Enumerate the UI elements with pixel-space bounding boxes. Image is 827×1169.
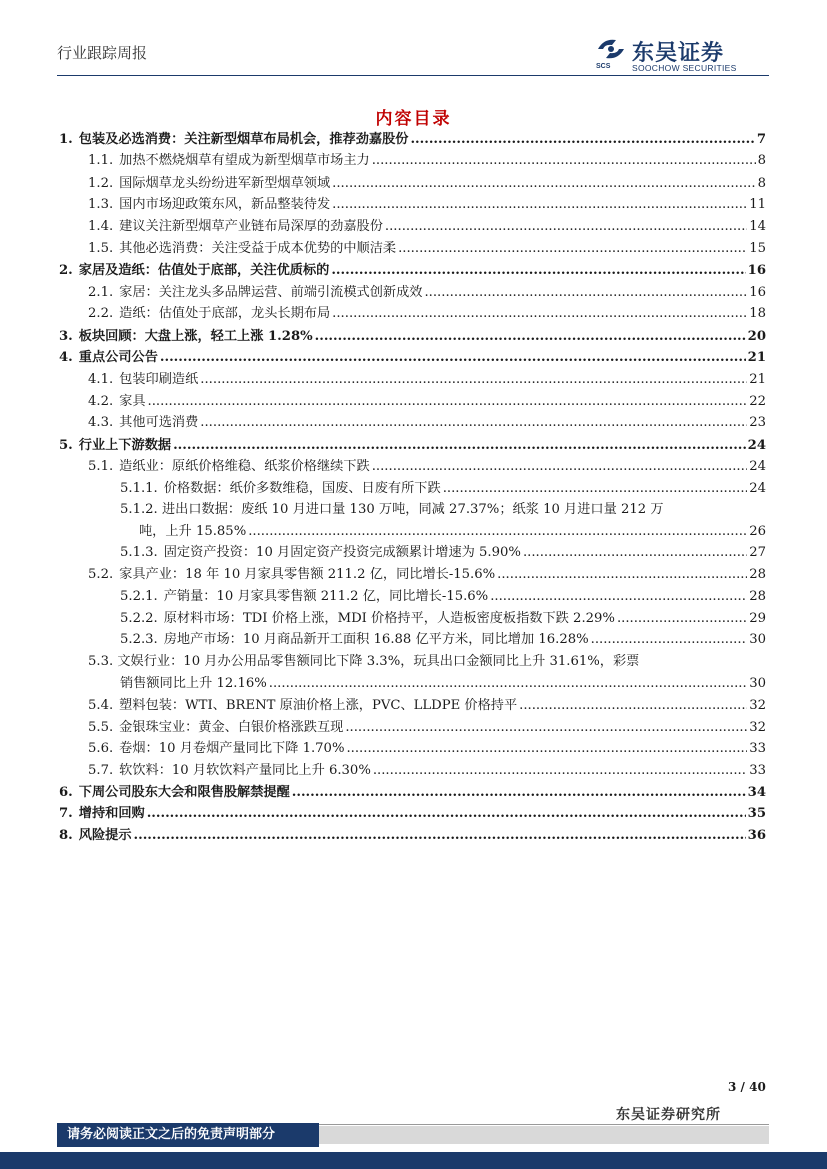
toc-entry[interactable]: 4. 重点公司公告 ..... 21 (59, 348, 766, 367)
toc-entry[interactable]: 1.5. 其他必选消费：关注受益于成本优势的中顺洁柔 ..... 15 (88, 239, 766, 258)
toc-entry[interactable]: 5.1.1. 价格数据：纸价多数维稳，国废、日废有所下跌 ..... 24 (120, 479, 766, 498)
toc-entry-first-line[interactable]: 5.3. 文娱行业：10 月办公用品零售额同比下降 3.3%，玩具出口金额同比上升 31.61%，彩票 (88, 654, 640, 669)
toc-entry[interactable]: 5. 行业上下游数据 ..... 24 (59, 436, 766, 455)
toc-entry[interactable]: 1.4. 建议关注新型烟草产业链布局深厚的劲嘉股份 ..... 14 (88, 217, 766, 236)
toc-entry[interactable]: 8. 风险提示 ..... 36 (59, 826, 766, 845)
toc-entry[interactable]: 5.1. 造纸业：原纸价格维稳、纸浆价格继续下跌 ..... 24 (88, 457, 766, 476)
toc-entry[interactable]: 1.3. 国内市场迎政策东风，新品整装待发 ..... 11 (88, 195, 766, 214)
company-logo (594, 36, 774, 72)
toc-title: 内容目录 (375, 109, 452, 129)
toc-entry[interactable]: 5.2.1. 产销量：10 月家具零售额 211.2 亿，同比增长-15.6% ..... 28 (120, 587, 766, 606)
toc-entry[interactable]: 5.1.3. 固定资产投资：10 月固定资产投资完成额累计增速为 5.90% ..... 27 (120, 543, 766, 562)
toc-entry[interactable]: 5.2. 家具产业：18 年 10 月家具零售额 211.2 亿，同比增长-15.6% ..... 28 (88, 565, 766, 584)
scs-logo-icon (594, 36, 628, 62)
report-type-label: 行业跟踪周报 (57, 44, 148, 62)
toc-entry[interactable]: 4.2. 家具 ..... 22 (88, 392, 766, 411)
toc-entry[interactable]: 2. 家居及造纸：估值处于底部，关注优质标的 ..... 16 (59, 261, 766, 280)
logo-abbr: SCS (596, 63, 611, 70)
toc-entry[interactable]: 1.1. 加热不燃烧烟草有望成为新型烟草市场主力 ..... 8 (88, 151, 766, 170)
toc-entry[interactable]: 4.1. 包装印刷造纸 ..... 21 (88, 370, 766, 389)
toc-entry[interactable]: 2.1. 家居：关注龙头多品牌运营、前端引流模式创新成效 ..... 16 (88, 283, 766, 302)
page-indicator: 3 / 40 (728, 1080, 766, 1094)
toc-entry[interactable]: 5.7. 软饮料：10 月软饮料产量同比上升 6.30% ..... 33 (88, 761, 766, 780)
toc-entry[interactable]: 1. 包装及必选消费：关注新型烟草布局机会，推荐劲嘉股份 ..... 7 (59, 130, 766, 149)
toc-entry[interactable]: 5.4. 塑料包装：WTI、BRENT 原油价格上涨，PVC、LLDPE 价格持平 ..... 32 (88, 696, 766, 715)
toc-entry[interactable]: 5.2.2. 原材料市场：TDI 价格上涨，MDI 价格持平，人造板密度板指数下跌 2.29% ..... 29 (120, 609, 766, 628)
toc-entry[interactable]: 1.2. 国际烟草龙头纷纷进军新型烟草领域 ..... 8 (88, 174, 766, 193)
header-divider (57, 75, 769, 76)
toc-entry[interactable]: 吨，上升 15.85% ..... 26 (139, 522, 766, 541)
toc-entry[interactable]: 4.3. 其他可选消费 ..... 23 (88, 413, 766, 432)
toc-entry-first-line[interactable]: 5.1.2. 进出口数据：废纸 10 月进口量 130 万吨，同减 27.37%；纸浆 10 月进口量 212 万 (120, 502, 664, 517)
toc-entry[interactable]: 5.6. 卷烟：10 月卷烟产量同比下降 1.70% ..... 33 (88, 739, 766, 758)
logo-chinese-name: 东吴证券 (632, 41, 725, 66)
toc-entry[interactable]: 2.2. 造纸：估值处于底部，龙头长期布局 ..... 18 (88, 304, 766, 323)
toc-entry[interactable]: 5.5. 金银珠宝业：黄金、白银价格涨跌互现 ..... 32 (88, 718, 766, 737)
disclaimer-note: 请务必阅读正文之后的免责声明部分 (57, 1123, 319, 1147)
toc-entry[interactable]: 5.2.3. 房地产市场：10 月商品新开工面积 16.88 亿平方米，同比增加 16.28% ..... 30 (120, 630, 766, 649)
logo-english-name: SOOCHOW SECURITIES (632, 63, 737, 73)
toc-entry[interactable]: 销售额同比上升 12.16% ..... 30 (120, 674, 766, 693)
toc-entry[interactable]: 3. 板块回顾：大盘上涨，轻工上涨 1.28% ..... 20 (59, 327, 766, 346)
footer-org-name: 东吴证券研究所 (616, 1107, 721, 1123)
bottom-bar (0, 1152, 827, 1169)
toc-entry[interactable]: 7. 增持和回购 ..... 35 (59, 804, 766, 823)
toc-entry[interactable]: 6. 下周公司股东大会和限售股解禁提醒 ..... 34 (59, 783, 766, 802)
